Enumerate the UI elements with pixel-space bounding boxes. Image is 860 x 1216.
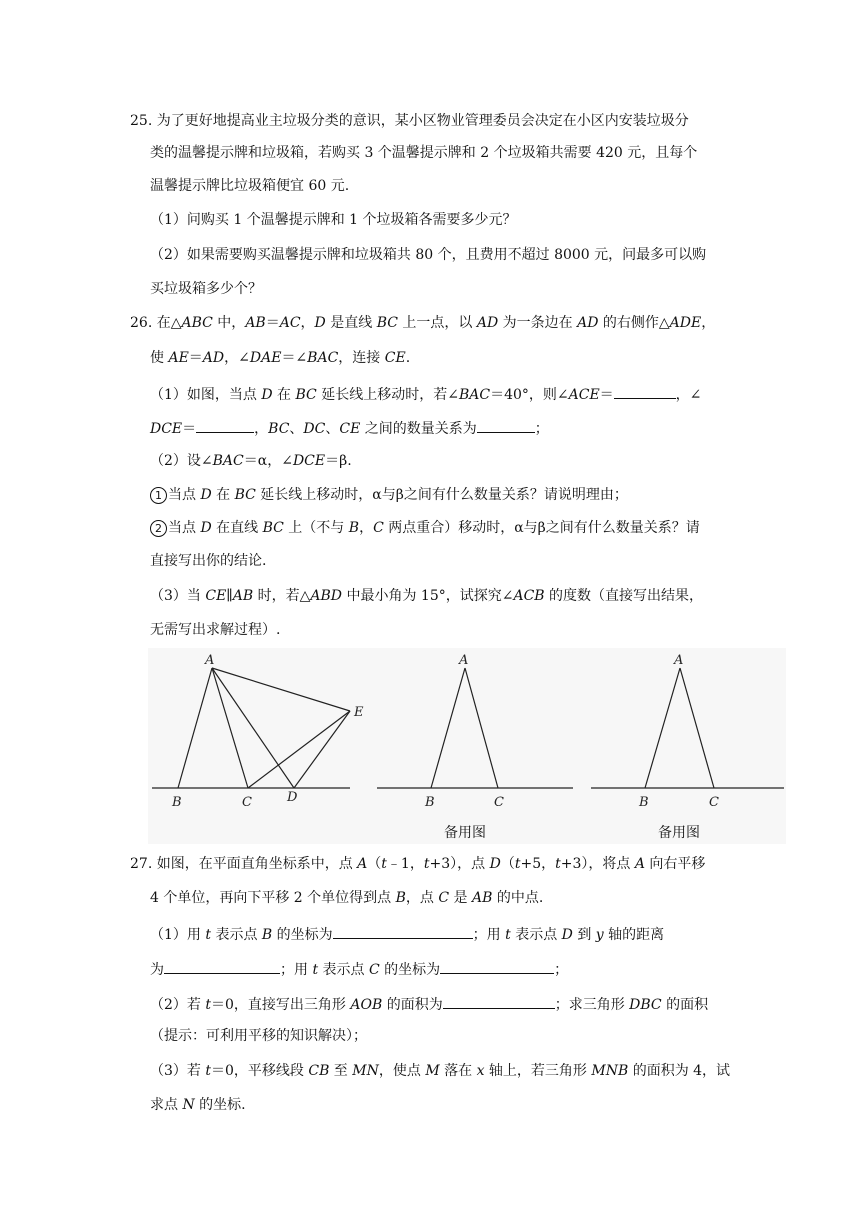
text: B — [395, 890, 406, 906]
q26-part2 — [150, 451, 352, 471]
q27-hint: （提示：可利用平移的知识解决）； — [150, 1028, 367, 1044]
text: ；用 — [280, 962, 313, 978]
text: +3），点 — [429, 856, 490, 872]
q26-part1 — [150, 383, 701, 405]
text: AD — [577, 315, 599, 331]
text: t — [381, 856, 387, 872]
text: ADE — [669, 315, 702, 331]
text: 中， — [212, 315, 246, 331]
text: 上（不与 — [283, 520, 349, 536]
backup-figure-caption-2: 备用图 — [658, 825, 700, 841]
q27-part1 — [150, 923, 664, 945]
backup-figure-2 — [591, 668, 784, 788]
text: B — [261, 927, 273, 943]
text: AB — [245, 315, 266, 331]
text: 的坐标. — [194, 1097, 246, 1113]
text: t — [205, 1063, 211, 1079]
text: ＝β. — [325, 453, 352, 469]
text: 当点 — [168, 487, 201, 503]
text: 向右平移 — [644, 856, 706, 872]
text: ＝ — [188, 350, 203, 366]
segment-ad — [212, 668, 294, 788]
text: CE — [384, 350, 406, 366]
q26-subpart2 — [150, 518, 700, 538]
text: ，使点 — [378, 1063, 426, 1079]
text: t — [205, 927, 211, 943]
text: DAE — [249, 350, 282, 366]
text: 27. 如图，在平面直角坐标系中，点 — [130, 856, 358, 872]
text: 、 — [325, 421, 340, 437]
text: 在直线 — [211, 520, 263, 536]
text: 在 — [211, 487, 235, 503]
text: C — [369, 962, 380, 978]
text: 是 — [449, 890, 472, 906]
text: 是直线 — [325, 315, 377, 331]
circled-number-1: 1 — [150, 487, 167, 504]
text: 的中点. — [492, 890, 544, 906]
label-e: E — [354, 705, 364, 720]
text: ＝0，直接写出三角形 — [211, 997, 351, 1013]
backup-figure-caption-1: 备用图 — [444, 825, 486, 841]
answer-blank[interactable] — [333, 923, 473, 939]
text: 的面积 — [661, 997, 709, 1013]
text: 两点重合）移动时，α与β之间有什么数量关系？请 — [383, 520, 700, 536]
text: AOB — [350, 997, 383, 1013]
text: M — [425, 1063, 440, 1079]
text: ，点 — [405, 890, 439, 906]
q27-line4 — [150, 958, 568, 980]
text: （3）若 — [150, 1063, 206, 1079]
q25-line6: 买垃圾箱多少个？ — [150, 281, 262, 297]
text: ； — [554, 962, 569, 978]
label-c: C — [494, 795, 504, 810]
q27-line8 — [150, 1095, 246, 1115]
text: ＝α，∠ — [243, 453, 293, 469]
segment-ae — [212, 668, 350, 711]
segment-ac — [465, 668, 498, 788]
q26-part3 — [150, 586, 703, 606]
text: ， — [254, 421, 269, 437]
text: MNB — [591, 1063, 629, 1079]
text: DCE — [150, 421, 183, 437]
text: DBC — [629, 997, 662, 1013]
text: ，∠ — [224, 350, 250, 366]
text: 落在 — [439, 1063, 477, 1079]
text: BC — [268, 421, 290, 437]
text: +3），将点 — [560, 856, 635, 872]
text: . — [405, 350, 411, 366]
segment-ce — [248, 711, 350, 788]
text: AE — [168, 350, 189, 366]
label-b: B — [425, 795, 435, 810]
label-b: B — [172, 795, 182, 810]
text: t — [423, 856, 430, 872]
text: t — [514, 856, 521, 872]
text: ACE — [568, 387, 600, 403]
text: N — [182, 1097, 195, 1113]
text: CE — [205, 588, 227, 604]
text: ；用 — [472, 927, 506, 943]
text: 的右侧作△ — [598, 315, 670, 331]
text: t — [505, 927, 511, 943]
text: x — [476, 1063, 485, 1079]
text: ＝ — [599, 387, 614, 403]
text: BC — [234, 487, 256, 503]
text: 表示点 — [318, 962, 369, 978]
text: D — [261, 387, 273, 403]
text: BAC — [307, 350, 339, 366]
q25-line2: 类的温馨提示牌和垃圾箱，若购买 3 个温馨提示牌和 2 个垃圾箱共需要 420 元，且每个 — [150, 145, 698, 161]
text: 的度数（直接写出结果， — [544, 588, 704, 604]
text: ＝∠ — [281, 350, 308, 366]
text: （ — [500, 856, 515, 872]
geometry-figures — [148, 648, 786, 844]
text: AB — [472, 890, 493, 906]
text: （1）用 — [150, 927, 206, 943]
label-d: D — [287, 790, 298, 805]
text: AB — [232, 588, 254, 604]
q26-line8: 直接写出你的结论. — [150, 553, 267, 569]
text: A — [357, 856, 368, 872]
circled-number-2: 2 — [150, 520, 167, 537]
text: 的坐标为 — [379, 962, 441, 978]
segment-ab — [431, 668, 465, 788]
q27-part3 — [150, 1061, 730, 1081]
label-a: A — [459, 653, 469, 668]
text: D — [200, 520, 212, 536]
q25-line3: 温馨提示牌比垃圾箱便宜 60 元. — [150, 178, 350, 194]
text: y — [595, 927, 604, 943]
text: t — [555, 856, 561, 872]
text: AD — [476, 315, 499, 331]
text: 至 — [329, 1063, 353, 1079]
text: 的面积为 4，试 — [628, 1063, 731, 1079]
text: ABC — [181, 315, 213, 331]
text: D — [314, 315, 326, 331]
text: 的坐标为 — [272, 927, 333, 943]
label-c: C — [709, 795, 719, 810]
text: AD — [202, 350, 225, 366]
text: D — [489, 856, 501, 872]
text: +5， — [520, 856, 556, 872]
text: 表示点 — [510, 927, 562, 943]
text: ＝40°，则∠ — [490, 387, 569, 403]
text: ACB — [513, 588, 545, 604]
text: D — [561, 927, 573, 943]
text: D — [200, 487, 212, 503]
answer-blank[interactable] — [440, 958, 554, 974]
answer-blank[interactable] — [196, 417, 254, 433]
text: ABD — [310, 588, 343, 604]
text: （ — [367, 856, 382, 872]
text: ，∠ — [675, 387, 702, 403]
segment-ab — [645, 668, 680, 788]
text: 轴的距离 — [603, 927, 665, 943]
q27-line2 — [150, 888, 543, 908]
text: （3）当 — [150, 588, 206, 604]
answer-blank[interactable] — [477, 417, 535, 433]
text: 、 — [289, 421, 304, 437]
text: C — [438, 890, 450, 906]
text: 之间的数量关系为 — [360, 421, 477, 437]
text: C — [373, 520, 384, 536]
q26-line2 — [150, 348, 410, 368]
text: BC — [295, 387, 317, 403]
text: BAC — [212, 453, 244, 469]
segment-ac — [680, 668, 714, 788]
text: CB — [308, 1063, 330, 1079]
text: ，连接 — [338, 350, 385, 366]
text: BAC — [458, 387, 491, 403]
text: BC — [262, 520, 284, 536]
text: ﹣1， — [386, 856, 424, 872]
text: DC — [303, 421, 326, 437]
text: ；求三角形 — [554, 997, 630, 1013]
q27-line1 — [130, 854, 705, 874]
q26-line4 — [150, 417, 549, 439]
text: B — [348, 520, 360, 536]
text: 求点 — [150, 1097, 183, 1113]
figure-area — [148, 648, 786, 844]
text: 延长线上移动时，α与β之间有什么数量关系？请说明理由； — [255, 487, 628, 503]
text: A — [634, 856, 645, 872]
text: MN — [352, 1063, 379, 1079]
q25-part2: （2）如果需要购买温馨提示牌和垃圾箱共 80 个，且费用不超过 8000 元，问最多可以购 — [150, 247, 707, 263]
text: 表示点 — [211, 927, 262, 943]
text: ＝ — [182, 421, 197, 437]
text: 到 — [572, 927, 596, 943]
text: 时，若△ — [253, 588, 311, 604]
text: ； — [534, 421, 549, 437]
text: ＝ — [265, 315, 280, 331]
q25-line1: 25. 为了更好地提高业主垃圾分类的意识，某小区物业管理委员会决定在小区内安装垃圾分 — [130, 113, 689, 129]
q25-part1: （1）问购买 1 个温馨提示牌和 1 个垃圾箱各需要多少元？ — [150, 212, 517, 228]
text: 使 — [150, 350, 169, 366]
label-a: A — [674, 653, 684, 668]
q26-subpart1 — [150, 485, 628, 505]
text: 26. 在△ — [130, 315, 182, 331]
text: 当点 — [168, 520, 201, 536]
answer-blank[interactable] — [614, 383, 676, 399]
text: t — [312, 962, 319, 978]
text: CE — [339, 421, 361, 437]
text: BC — [376, 315, 398, 331]
text: 延长线上移动时，若∠ — [316, 387, 459, 403]
text: 在 — [272, 387, 296, 403]
text: t — [205, 997, 211, 1013]
text: （2）设∠ — [150, 453, 213, 469]
label-b: B — [639, 795, 649, 810]
text: AC — [279, 315, 301, 331]
text: 的面积为 — [382, 997, 443, 1013]
text: ＝0，平移线段 — [211, 1063, 309, 1079]
q26-line1 — [130, 313, 715, 333]
backup-figure-1 — [377, 668, 573, 788]
main-figure — [152, 668, 350, 788]
segment-ac — [212, 668, 248, 788]
segment-ab — [178, 668, 212, 788]
answer-blank[interactable] — [443, 993, 555, 1009]
text: 上一点，以 — [397, 315, 477, 331]
q27-part2 — [150, 993, 708, 1015]
q26-line10: 无需写出求解过程）. — [150, 622, 281, 638]
segment-de — [294, 711, 350, 788]
text: 轴上，若三角形 — [484, 1063, 592, 1079]
text: DCE — [292, 453, 326, 469]
text: 中最小角为 15°，试探究∠ — [342, 588, 514, 604]
text: ， — [300, 315, 315, 331]
label-a: A — [205, 653, 215, 668]
text: （1）如图，当点 — [150, 387, 262, 403]
text: ， — [359, 520, 374, 536]
text: ， — [701, 315, 716, 331]
text: 为 — [150, 962, 164, 978]
text: 为一条边在 — [498, 315, 578, 331]
label-c: C — [242, 795, 252, 810]
text: （2）若 — [150, 997, 206, 1013]
text: ∥ — [226, 588, 233, 604]
answer-blank[interactable] — [164, 958, 280, 974]
text: 4 个单位，再向下平移 2 个单位得到点 — [150, 890, 396, 906]
